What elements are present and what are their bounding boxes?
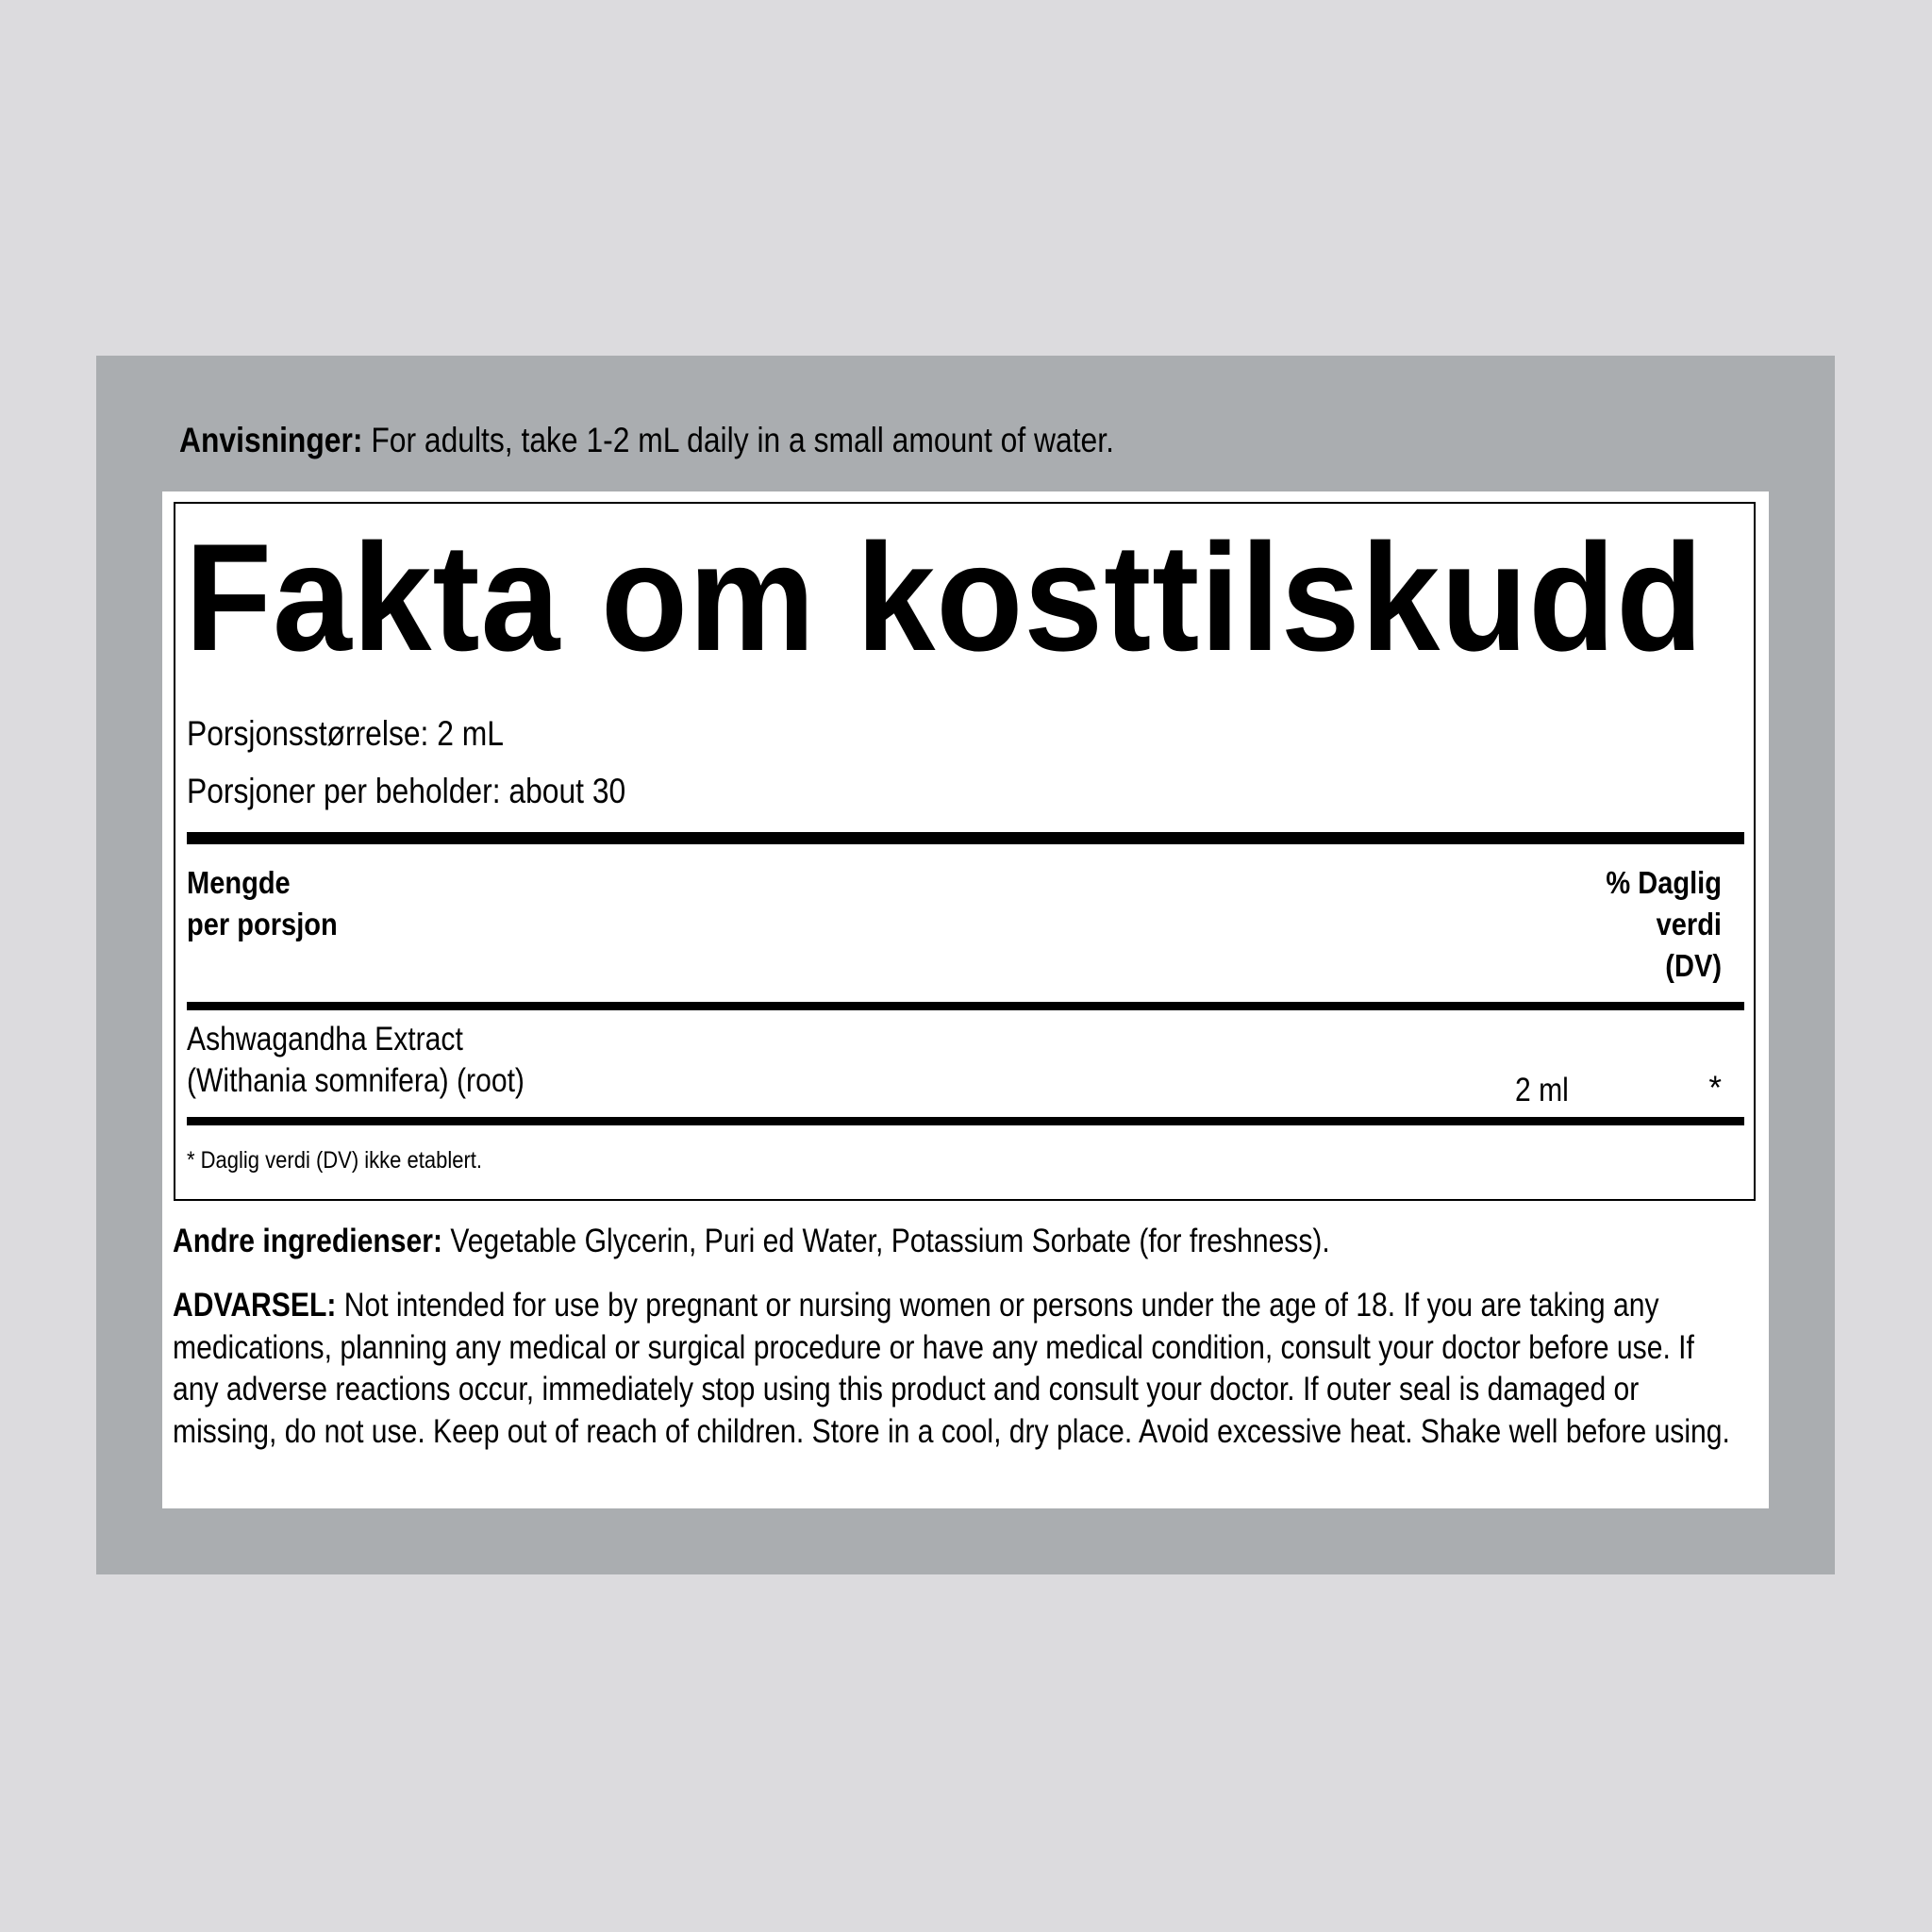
header-left-line1: Mengde	[187, 865, 291, 900]
dv-footnote: * Daglig verdi (DV) ikke etablert.	[187, 1147, 483, 1174]
servings-per-container: Porsjoner per beholder: about 30	[187, 772, 626, 810]
amount-per-serving-header	[187, 862, 519, 945]
directions-text: For adults, take 1-2 mL daily in a small amount of water.	[362, 421, 1114, 459]
other-ingredients-text: Vegetable Glycerin, Puri ed Water, Potassium Sorbate (for freshness).	[442, 1223, 1330, 1259]
thick-divider	[187, 832, 1744, 844]
header-right-line1: % Daglig	[1606, 865, 1722, 900]
ingredient-name-line2: (Withania somnifera) (root)	[187, 1062, 525, 1099]
directions	[179, 419, 1114, 462]
serving-size: Porsjonsstørrelse: 2 mL	[187, 714, 504, 753]
ingredient-name-line1: Ashwagandha Extract	[187, 1021, 463, 1058]
header-divider	[187, 1002, 1744, 1010]
directions-label: Anvisninger:	[179, 421, 363, 459]
warning-label: ADVARSEL:	[173, 1287, 337, 1324]
warning	[173, 1285, 1746, 1453]
ingredient-divider	[187, 1117, 1744, 1125]
ingredient-name	[187, 1019, 755, 1102]
header-right-line3: (DV)	[1665, 948, 1722, 983]
daily-value-header	[1456, 862, 1722, 987]
header-right-line2: verdi	[1656, 907, 1722, 941]
ingredient-dv: *	[1708, 1070, 1722, 1107]
supplement-facts-box	[174, 502, 1756, 1201]
warning-text: Not intended for use by pregnant or nursing women or persons under the age of 18. If you are taking any medications, planning any medical or surgical procedure or have any medical condition, consult your doctor before use. If any adverse reactions occur, immediately stop using this product and consult your doctor. If outer seal is damaged or missing, do not use. Keep out of reach of children. Store in a cool, dry place. Avoid excessive heat. Shake well before using.	[173, 1287, 1730, 1450]
facts-title: Fakta om kosttilskudd	[185, 512, 1705, 683]
ingredient-amount: 2 ml	[1515, 1072, 1569, 1108]
header-left-line2: per porsjon	[187, 907, 338, 941]
other-ingredients	[173, 1221, 1330, 1262]
other-ingredients-label: Andre ingredienser:	[173, 1223, 443, 1259]
